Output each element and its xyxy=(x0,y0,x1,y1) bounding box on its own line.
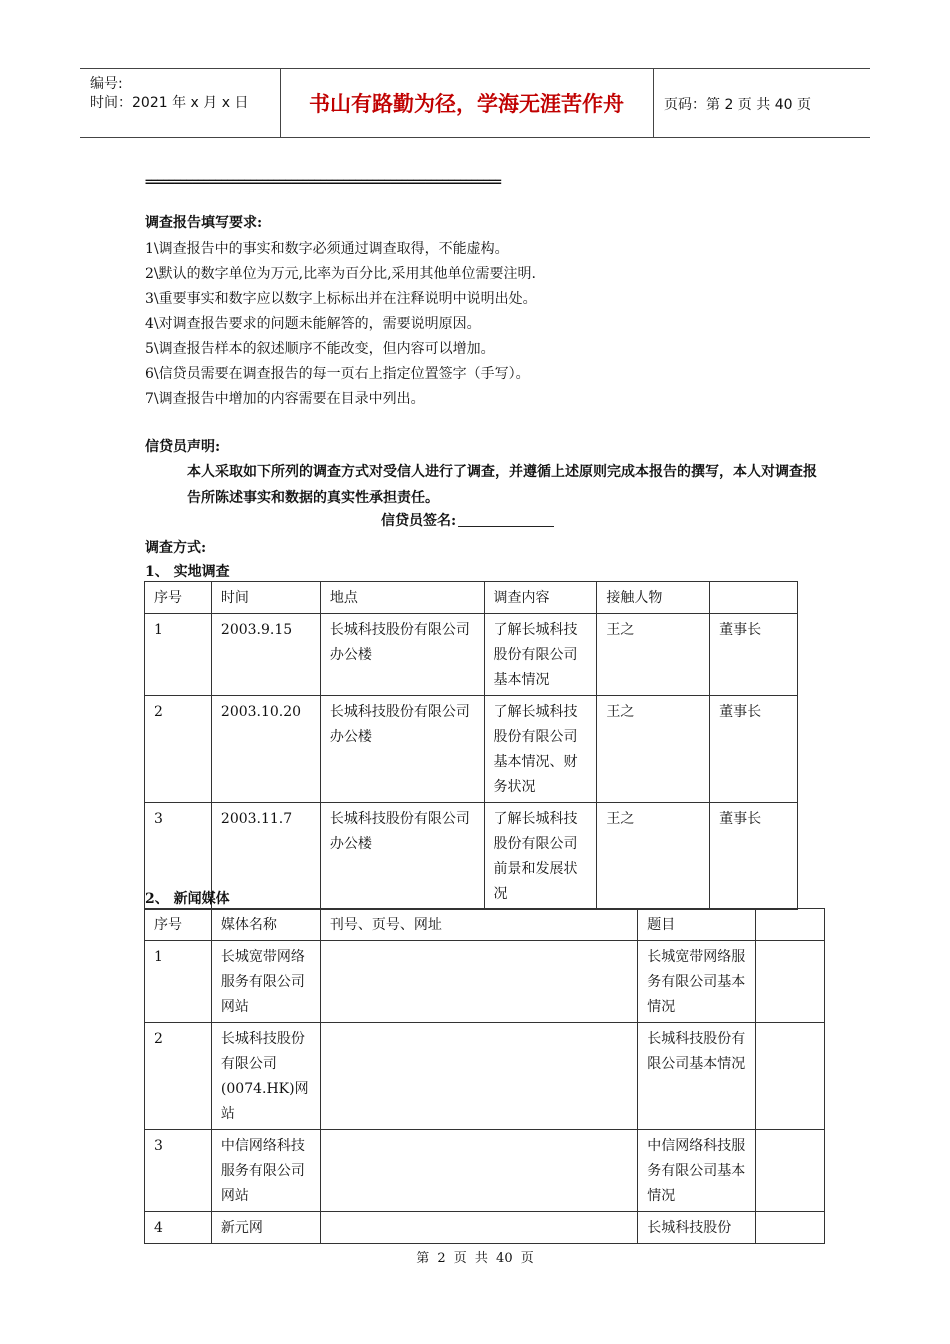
requirement-item: 1\调查报告中的事实和数字必须通过调查取得，不能虚构。 xyxy=(145,241,509,257)
cell: 3 xyxy=(145,803,212,910)
cell: 长城科技股份有限公司办公楼 xyxy=(320,614,484,696)
header-cell: 序号 xyxy=(145,909,212,941)
header-cell: 刊号、页号、网址 xyxy=(320,909,637,941)
cell: 2 xyxy=(145,696,212,803)
cell: 王之 xyxy=(597,696,710,803)
signature-blank[interactable] xyxy=(458,512,554,527)
header-cell: 媒体名称 xyxy=(211,909,320,941)
motto: 书山有路勤为径，学海无涯苦作舟 xyxy=(280,69,654,137)
cell: 了解长城科技股份有限公司基本情况、财务状况 xyxy=(484,696,597,803)
cell: 长城科技股份 xyxy=(638,1212,756,1244)
cell: 新元网 xyxy=(211,1212,320,1244)
cell: 4 xyxy=(145,1212,212,1244)
table-row xyxy=(145,1023,825,1130)
table-row xyxy=(145,1212,825,1244)
header-cell: 题目 xyxy=(638,909,756,941)
table-header-row xyxy=(145,582,798,614)
cell: 长城宽带网络服务有限公司基本情况 xyxy=(638,941,756,1023)
header-cell: 接触人物 xyxy=(597,582,710,614)
cell: 1 xyxy=(145,941,212,1023)
cell: 3 xyxy=(145,1130,212,1212)
cell xyxy=(756,1212,825,1244)
cell xyxy=(756,1023,825,1130)
methods-title: 调查方式: xyxy=(145,540,207,556)
cell: 长城科技股份有限公司办公楼 xyxy=(320,803,484,910)
page-header xyxy=(80,68,870,138)
cell: 长城科技股份有限公司基本情况 xyxy=(638,1023,756,1130)
cell: 中信网络科技服务有限公司基本情况 xyxy=(638,1130,756,1212)
table-row xyxy=(145,614,798,696)
time-label: 时间：2021 年 x 月 x 日 xyxy=(90,95,249,111)
cell xyxy=(320,1212,637,1244)
cell: 2003.11.7 xyxy=(211,803,320,910)
declaration-title: 信贷员声明: xyxy=(145,439,221,455)
cell: 2 xyxy=(145,1023,212,1130)
table-row xyxy=(145,1130,825,1212)
requirement-item: 6\信贷员需要在调查报告的每一页右上指定位置签字（手写）。 xyxy=(145,366,530,382)
cell: 王之 xyxy=(597,803,710,910)
cell xyxy=(320,1130,637,1212)
table-row xyxy=(145,941,825,1023)
requirement-item: 4\对调查报告要求的问题未能解答的，需要说明原因。 xyxy=(145,316,481,332)
cell: 长城科技股份有限公司(0074.HK)网站 xyxy=(211,1023,320,1130)
header-cell xyxy=(756,909,825,941)
code-label: 编号: xyxy=(90,76,123,92)
header-left-cell xyxy=(80,69,281,137)
signature-label: 信贷员签名: xyxy=(381,513,457,529)
requirement-item: 2\默认的数字单位为万元,比率为百分比,采用其他单位需要注明. xyxy=(145,266,536,282)
cell: 长城宽带网络服务有限公司网站 xyxy=(211,941,320,1023)
news-media-table xyxy=(144,908,825,1244)
cell: 董事长 xyxy=(710,803,798,910)
cell: 2003.9.15 xyxy=(211,614,320,696)
cell: 长城科技股份有限公司办公楼 xyxy=(320,696,484,803)
page-info: 页码：第 2 页 共 40 页 xyxy=(664,97,811,113)
section2-title: 2、 新闻媒体 xyxy=(145,891,230,907)
requirement-item: 5\调查报告样本的叙述顺序不能改变，但内容可以增加。 xyxy=(145,341,495,357)
header-cell xyxy=(710,582,798,614)
page-footer: 第 2 页 共 40 页 xyxy=(416,1251,534,1266)
requirement-item: 7\调查报告中增加的内容需要在目录中列出。 xyxy=(145,391,425,407)
signature-line xyxy=(381,510,554,530)
cell: 了解长城科技股份有限公司基本情况 xyxy=(484,614,597,696)
field-survey-table xyxy=(144,581,798,910)
separator-line: ============================================================= xyxy=(145,175,501,189)
cell: 2003.10.20 xyxy=(211,696,320,803)
cell xyxy=(320,1023,637,1130)
cell: 王之 xyxy=(597,614,710,696)
section1-title: 1、 实地调查 xyxy=(145,564,230,580)
declaration-text xyxy=(145,459,825,511)
cell: 1 xyxy=(145,614,212,696)
cell: 董事长 xyxy=(710,614,798,696)
cell xyxy=(320,941,637,1023)
header-cell: 时间 xyxy=(211,582,320,614)
table-row xyxy=(145,803,798,910)
cell xyxy=(756,1130,825,1212)
table-header-row xyxy=(145,909,825,941)
table-row xyxy=(145,696,798,803)
declaration-body: 本人采取如下所列的调查方式对受信人进行了调查，并遵循上述原则完成本报告的撰写，本人对调查报告所陈述事实和数据的真实性承担责任。 xyxy=(187,464,817,506)
cell: 了解长城科技股份有限公司前景和发展状况 xyxy=(484,803,597,910)
header-cell: 地点 xyxy=(320,582,484,614)
cell: 董事长 xyxy=(710,696,798,803)
requirement-item: 3\重要事实和数字应以数字上标标出并在注释说明中说明出处。 xyxy=(145,291,537,307)
header-cell: 调查内容 xyxy=(484,582,597,614)
requirements-title: 调查报告填写要求: xyxy=(145,215,263,231)
cell: 中信网络科技服务有限公司网站 xyxy=(211,1130,320,1212)
header-cell: 序号 xyxy=(145,582,212,614)
cell xyxy=(756,941,825,1023)
